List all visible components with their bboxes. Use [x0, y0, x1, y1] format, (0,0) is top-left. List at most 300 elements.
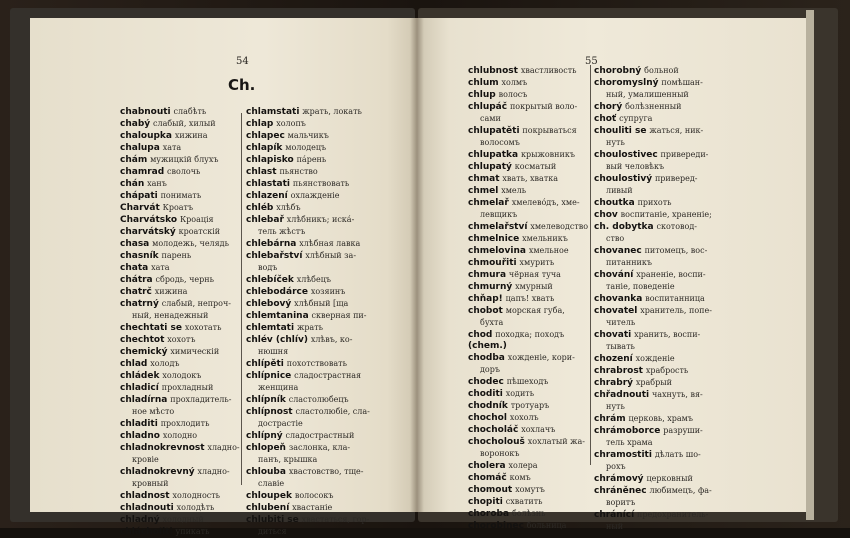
entry-translation: хожденіе, кори-	[507, 353, 575, 362]
entry-headword: chasník	[120, 251, 159, 261]
entry-headword: chladnokrevnost	[120, 443, 205, 453]
entry-translation: хмурный	[515, 282, 553, 291]
entry-translation: разруши-	[663, 426, 703, 435]
entry-translation: кровіе	[132, 455, 159, 464]
entry-headword: chrabrost	[594, 366, 643, 376]
entry-headword: chmelařství	[468, 222, 528, 232]
entry-translation: скотовод-	[656, 222, 697, 231]
entry-headword: chlupáč	[468, 102, 508, 112]
dictionary-entry	[246, 298, 394, 310]
page-edges	[806, 10, 814, 520]
entry-translation: воронокъ	[480, 449, 520, 458]
dictionary-entry	[246, 526, 394, 538]
entry-translation: Кроація	[179, 215, 214, 224]
entry-translation: рохъ	[606, 462, 626, 471]
entry-headword: chopiti	[468, 497, 503, 507]
dictionary-entry	[594, 161, 744, 173]
entry-headword: chránící	[594, 510, 635, 520]
entry-headword: chodba	[468, 353, 505, 363]
entry-translation: хмель	[501, 186, 527, 195]
entry-headword: chování	[594, 270, 634, 280]
entry-translation: хранить, воспи-	[634, 330, 701, 339]
dictionary-entry	[594, 245, 744, 257]
dictionary-entry	[594, 269, 744, 281]
entry-translation: хвастаніе	[292, 503, 333, 512]
entry-headword: chovanka	[594, 294, 643, 304]
entry-headword: chocholáč	[468, 425, 519, 435]
entry-translation: схватить	[505, 497, 543, 506]
dictionary-entry	[246, 178, 394, 190]
dictionary-entry	[594, 209, 744, 221]
entry-headword: chlubení	[246, 503, 290, 513]
dictionary-entry	[246, 106, 394, 118]
entry-translation: покрываться	[522, 126, 577, 135]
entry-headword: choromyslný	[594, 78, 659, 88]
entry-headword: chladnost	[120, 491, 170, 501]
entry-headword: chovanec	[594, 246, 642, 256]
entry-headword: chladírna	[120, 395, 168, 405]
entry-translation: кровный	[132, 479, 169, 488]
entry-headword: chmelnice	[468, 234, 520, 244]
entry-translation: питанникъ	[606, 258, 652, 267]
dictionary-entry	[594, 413, 744, 425]
entry-headword: chlupatka	[468, 150, 519, 160]
entry-translation: прихоть	[637, 198, 672, 207]
entry-translation: ное мѣсто	[132, 407, 175, 416]
entry-translation: скверная пи-	[311, 311, 367, 320]
entry-translation: сами	[480, 114, 501, 123]
entry-headword: choutka	[594, 198, 635, 208]
entry-translation: больной	[644, 66, 679, 75]
dictionary-entry	[246, 238, 394, 250]
entry-translation: мужицкій блухъ	[150, 155, 219, 164]
entry-headword: chlípěti	[246, 359, 284, 369]
entry-headword: chmelovina	[468, 246, 526, 256]
entry-translation: упикать	[175, 527, 210, 536]
column-divider	[590, 65, 591, 465]
entry-headword: chorobný	[594, 66, 642, 76]
entry-translation: хохлачъ	[521, 425, 556, 434]
entry-translation: хмурить	[519, 258, 555, 267]
dictionary-entry	[594, 377, 744, 389]
entry-translation: доръ	[480, 365, 500, 374]
entry-translation: водъ	[258, 263, 278, 272]
entry-translation: хладно-	[197, 467, 230, 476]
entry-headword: chechtot	[120, 335, 165, 345]
entry-headword: chodník	[468, 401, 508, 411]
dictionary-entry	[246, 262, 394, 274]
entry-translation: хмелевóдъ, хме-	[511, 198, 580, 207]
entry-translation: хмелеводство	[530, 222, 589, 231]
dictionary-entry	[594, 509, 744, 521]
dictionary-entry	[594, 365, 744, 377]
dictionary-entry	[246, 346, 394, 358]
entry-translation: приверед-	[654, 174, 698, 183]
dictionary-entry	[594, 77, 744, 89]
dictionary-entry	[246, 382, 394, 394]
entry-translation: химическій	[170, 347, 220, 356]
dictionary-entry	[594, 221, 744, 233]
entry-headword: chechtati se	[120, 323, 182, 333]
entry-translation: храненіе, воспи-	[636, 270, 706, 279]
entry-headword: chamrad	[120, 167, 165, 177]
entry-translation: бухта	[480, 318, 504, 327]
entry-translation: воритъ	[606, 498, 636, 507]
entry-headword: chasa	[120, 239, 150, 249]
entry-headword: chaloupka	[120, 131, 172, 141]
entry-headword: chladnouti	[120, 503, 174, 513]
entry-translation: пáрень	[296, 155, 327, 164]
entry-headword: chlebárna	[246, 239, 297, 249]
entry-headword: chlubiti se	[246, 515, 299, 525]
dictionary-entry	[594, 149, 744, 161]
entry-translation: слабѣть	[173, 107, 207, 116]
entry-translation: сладострастная	[294, 371, 362, 380]
entry-headword: chladicí	[120, 383, 159, 393]
entry-translation: хранитель, попе-	[640, 306, 712, 315]
entry-headword: chmel	[468, 186, 499, 196]
dictionary-entry	[594, 125, 744, 137]
entry-translation: жрать, локать	[302, 107, 362, 116]
dictionary-entry	[246, 166, 394, 178]
dictionary-entry	[246, 310, 394, 322]
entry-headword: chápati	[120, 191, 158, 201]
dictionary-entry	[594, 89, 744, 101]
entry-translation: церковь, храмъ	[628, 414, 693, 423]
entry-headword: chobot	[468, 306, 503, 316]
entry-headword: Charvát	[120, 203, 160, 213]
entry-translation: дострастіе	[258, 419, 303, 428]
entry-translation: супруга	[619, 114, 653, 123]
entry-translation: церковный	[646, 474, 693, 483]
entry-translation: хмельникъ	[522, 234, 568, 243]
entry-headword: charvátský	[120, 227, 176, 237]
entry-headword: chorobinec	[468, 521, 524, 531]
dictionary-entry	[594, 173, 744, 185]
entry-translation: пьянство	[279, 167, 318, 176]
entry-translation: холодность	[172, 491, 221, 500]
entry-translation: комъ	[509, 473, 531, 482]
entry-translation: левщикъ	[480, 210, 518, 219]
entry-translation: хлѣбецъ	[296, 275, 331, 284]
entry-headword: chlastati	[246, 179, 291, 189]
entry-translation: хладно-	[207, 443, 240, 452]
entry-translation: жаться, ник-	[649, 126, 704, 135]
entry-headword: chlebový	[246, 299, 292, 309]
dictionary-entry	[594, 353, 744, 365]
dictionary-entry	[246, 130, 394, 142]
entry-headword: chlupatěti	[468, 126, 520, 136]
dictionary-entry	[246, 250, 394, 262]
entry-translation: слабый, непроч-	[161, 299, 231, 308]
entry-headword: chodec	[468, 377, 504, 387]
entry-headword: chatrný	[120, 299, 159, 309]
dictionary-entry	[246, 358, 394, 370]
entry-translation: холера	[508, 461, 538, 470]
entry-translation: холодъ	[150, 359, 180, 368]
entry-translation: ный, ненадежный	[132, 311, 209, 320]
entry-headword: Charvátsko	[120, 215, 178, 225]
entry-translation: холодокъ	[162, 371, 202, 380]
entry-translation: тель жѣстъ	[258, 227, 306, 236]
dictionary-entry	[246, 154, 394, 166]
entry-translation: диться	[258, 527, 287, 536]
entry-translation: хата	[162, 143, 182, 152]
dictionary-entry	[594, 497, 744, 509]
entry-translation: похотствовать	[286, 359, 347, 368]
dictionary-entry	[246, 502, 394, 514]
entry-translation: предохранитель-	[637, 510, 709, 519]
entry-translation: хата	[151, 263, 170, 272]
dictionary-entry	[246, 406, 394, 418]
entry-translation: хижина	[174, 131, 208, 140]
entry-translation: мальчикъ	[287, 131, 329, 140]
entry-translation: ство	[606, 234, 625, 243]
entry-translation: любимецъ, фа-	[649, 486, 712, 495]
entry-translation: холмъ	[501, 78, 528, 87]
dictionary-entry	[246, 118, 394, 130]
dictionary-entry	[594, 101, 744, 113]
entry-translation: сластолюбіе, сла-	[295, 407, 370, 416]
entry-translation: воспитанница	[645, 294, 705, 303]
entry-headword: chráněnec	[594, 486, 647, 496]
entry-translation: панъ, крышка	[258, 455, 318, 464]
entry-translation: жрать	[296, 323, 323, 332]
dictionary-entry	[246, 286, 394, 298]
entry-headword: chlípnice	[246, 371, 292, 381]
entry-headword: chlad	[120, 359, 148, 369]
entry-headword: chlupatý	[468, 162, 512, 172]
entry-translation: храбрость	[645, 366, 689, 375]
dictionary-entry	[246, 454, 394, 466]
entry-translation: косматый	[514, 162, 557, 171]
entry-translation: Кроатъ	[162, 203, 194, 212]
entry-translation: парень	[161, 251, 192, 260]
entry-headword: chlebodárce	[246, 287, 308, 297]
entry-translation: хвастаться, гор-	[301, 515, 370, 524]
entry-headword: chmouřiti	[468, 258, 517, 268]
entry-headword: chmurný	[468, 282, 513, 292]
entry-translation: чёрная туча	[508, 270, 561, 279]
entry-headword: chod	[468, 330, 493, 340]
entry-translation: цапъ! хвать	[505, 294, 555, 303]
entry-translation: ный, умалишенный	[606, 90, 689, 99]
dictionary-entry	[594, 113, 744, 125]
dictionary-entry	[246, 334, 394, 346]
entry-translation: охлажденіе	[290, 191, 340, 200]
page-number: 54	[236, 56, 249, 67]
entry-translation: понимать	[160, 191, 202, 200]
entry-translation: ный	[606, 522, 624, 531]
entry-translation: заслонка, кла-	[288, 443, 351, 452]
entry-headword: chmat	[468, 174, 500, 184]
dictionary-entry	[246, 394, 394, 406]
entry-headword: chocholouš	[468, 437, 525, 447]
entry-headword: choditi	[468, 389, 503, 399]
entry-translation: хожденіе	[635, 354, 675, 363]
column-divider	[241, 113, 242, 485]
dictionary-entry	[594, 305, 744, 317]
entry-translation: помѣшан-	[661, 78, 703, 87]
entry-headword: chlapisko	[246, 155, 294, 165]
page-number: 55	[585, 56, 598, 67]
entry-translation: чахнуть, вя-	[651, 390, 703, 399]
entry-headword: chlemtati	[246, 323, 295, 333]
entry-headword: chmelař	[468, 198, 509, 208]
dictionary-entry	[594, 389, 744, 401]
entry-headword: chlapík	[246, 143, 283, 153]
entry-headword: chňap!	[468, 294, 503, 304]
entry-headword: chemický	[120, 347, 168, 357]
dictionary-entry	[594, 461, 744, 473]
entry-translation: хлѣбникъ; искá-	[286, 215, 355, 224]
entry-translation: холодно	[162, 431, 198, 440]
dictionary-entry	[594, 329, 744, 341]
dictionary-entry	[594, 281, 744, 293]
entry-translation: сластолюбецъ	[288, 395, 349, 404]
entry-headword: chovati	[594, 330, 632, 340]
dictionary-entry	[594, 473, 744, 485]
entry-headword: chramostiti	[594, 450, 652, 460]
entry-headword: chov	[594, 210, 618, 220]
dictionary-entry	[246, 274, 394, 286]
entry-headword: chlup	[468, 90, 496, 100]
entry-translation: хлѣвъ, ко-	[310, 335, 353, 344]
entry-translation: дѣлать шо-	[654, 450, 701, 459]
dictionary-entry	[594, 401, 744, 413]
dictionary-entry	[246, 214, 394, 226]
entry-headword: choulostivý	[594, 174, 653, 184]
entry-translation: кроатскій	[178, 227, 221, 236]
entry-translation: хохолъ	[509, 413, 539, 422]
dictionary-entry	[594, 65, 744, 77]
entry-headword: chlap	[246, 119, 274, 129]
entry-translation: хлѣбъ	[276, 203, 301, 212]
entry-headword: (chem.)	[468, 341, 507, 351]
entry-translation: женщина	[258, 383, 299, 392]
dictionary-entry	[594, 293, 744, 305]
entry-headword: choroba	[468, 509, 510, 519]
entry-headword: chladiti	[120, 419, 158, 429]
entry-headword: chabý	[120, 119, 151, 129]
entry-translation: хижина	[154, 287, 188, 296]
dictionary-entry	[246, 418, 394, 430]
entry-headword: chovatel	[594, 306, 638, 316]
dictionary-entry	[246, 442, 394, 454]
dictionary-entry	[246, 190, 394, 202]
entry-translation: хлѣбный [ща	[294, 299, 349, 308]
entry-translation: нюшня	[258, 347, 289, 356]
entry-headword: chrám	[594, 414, 626, 424]
entry-translation: слабый, хилый	[153, 119, 216, 128]
entry-translation: хомутъ	[515, 485, 545, 494]
entry-headword: chochol	[468, 413, 507, 423]
entry-headword: chatrč	[120, 287, 152, 297]
entry-headword: chlév (chlív)	[246, 335, 308, 345]
entry-headword: chléb	[246, 203, 274, 213]
entry-headword: chomout	[468, 485, 513, 495]
dictionary-entry	[594, 521, 744, 533]
dictionary-entry	[246, 370, 394, 382]
entry-headword: chlubnost	[468, 66, 518, 76]
right-page	[418, 18, 808, 531]
entry-headword: chláchoIiti	[120, 527, 173, 537]
dictionary-entry	[594, 437, 744, 449]
entry-translation: сволочь	[167, 167, 201, 176]
left-page	[30, 18, 418, 537]
entry-headword: chlast	[246, 167, 277, 177]
entry-translation: питомецъ, вос-	[644, 246, 708, 255]
entry-translation: читель	[606, 318, 636, 327]
dictionary-entry	[594, 425, 744, 437]
entry-translation: волосъ	[498, 90, 528, 99]
entry-translation: ливый	[606, 186, 633, 195]
entry-translation: ханъ	[147, 179, 167, 188]
entry-headword: chlapec	[246, 131, 285, 141]
dictionary-entry	[594, 197, 744, 209]
entry-translation: прохладитель-	[170, 395, 232, 404]
dictionary-entry	[246, 430, 394, 442]
entry-translation: ходить	[505, 389, 535, 398]
dictionary-entry	[246, 142, 394, 154]
dictionary-entry	[246, 202, 394, 214]
entry-headword: ch. dobytka	[594, 222, 654, 232]
entry-translation: хлѣбный за-	[305, 251, 357, 260]
entry-headword: chrámoborce	[594, 426, 661, 436]
dictionary-entry	[594, 317, 744, 329]
entry-headword: choulostivec	[594, 150, 658, 160]
dictionary-entry	[594, 185, 744, 197]
entry-translation: походка; походъ	[495, 330, 565, 339]
entry-translation: хвать, хватка	[502, 174, 559, 183]
entry-headword: chlípnost	[246, 407, 293, 417]
entry-translation: прохлодить	[160, 419, 210, 428]
entry-translation: прохладный	[161, 383, 214, 392]
entry-translation: морская губа,	[505, 306, 565, 315]
entry-headword: chlípný	[246, 431, 283, 441]
entry-translation: пѣшеходъ	[506, 377, 549, 386]
entry-translation: волосокъ	[294, 491, 334, 500]
entry-translation: хозяинъ	[310, 287, 346, 296]
entry-headword: chán	[120, 179, 145, 189]
entry-translation: хмельное	[528, 246, 569, 255]
right-column-2	[594, 65, 744, 533]
dictionary-entry	[594, 137, 744, 149]
entry-translation: вый человѣкъ	[606, 162, 665, 171]
entry-translation: нуть	[606, 138, 625, 147]
entry-translation: тывать	[606, 342, 635, 351]
dictionary-entry	[594, 449, 744, 461]
entry-headword: chladno	[120, 431, 160, 441]
entry-headword: chám	[120, 155, 148, 165]
entry-translation: тротуаръ	[510, 401, 550, 410]
entry-headword: chlípník	[246, 395, 286, 405]
entry-headword: chlebař	[246, 215, 284, 225]
entry-translation: хохотать	[184, 323, 222, 332]
entry-headword: chata	[120, 263, 149, 273]
entry-translation: тель храма	[606, 438, 653, 447]
entry-headword: chabnouti	[120, 107, 171, 117]
entry-translation: пьянствовать	[292, 179, 350, 188]
entry-headword: chlouba	[246, 467, 286, 477]
dictionary-entry	[594, 233, 744, 245]
entry-headword: chmura	[468, 270, 507, 280]
dictionary-entry	[246, 226, 394, 238]
entry-headword: cholera	[468, 461, 506, 471]
entry-headword: chlemtanina	[246, 311, 309, 321]
section-heading: Ch.	[228, 76, 256, 94]
entry-translation: хохотъ	[167, 335, 196, 344]
